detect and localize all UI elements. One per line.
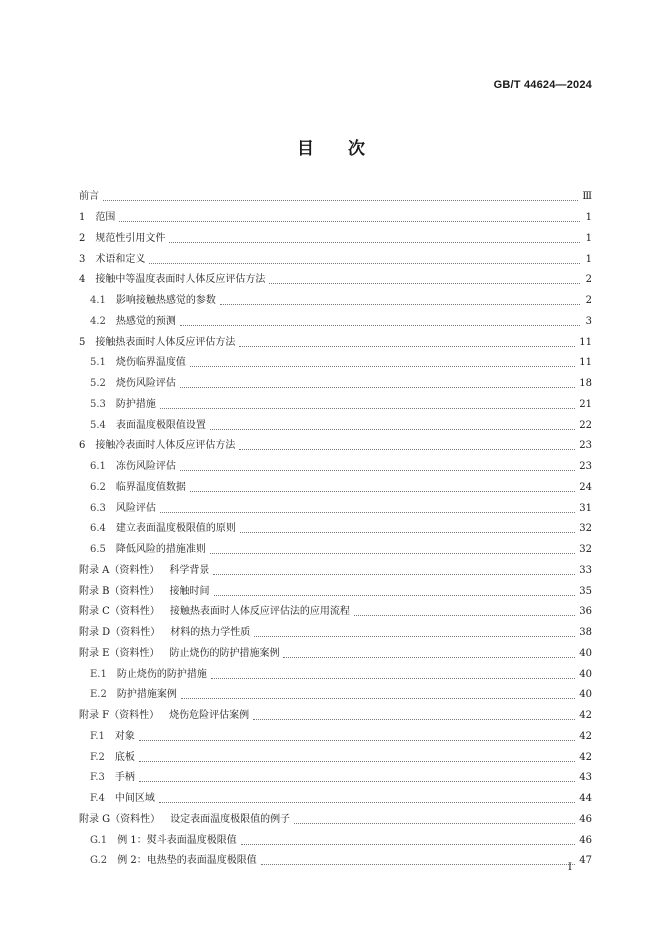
toc-entry[interactable] xyxy=(79,644,592,665)
toc-entry-number: 6.2 xyxy=(90,481,106,493)
toc-dot-leader xyxy=(354,614,575,616)
toc-entry-label: 术语和定义 xyxy=(95,253,146,265)
toc-entry[interactable] xyxy=(79,436,592,457)
toc-entry-label: 防止烧伤的防护措施 xyxy=(116,668,207,680)
toc-entry-number: 6.5 xyxy=(90,544,106,556)
toc-entry[interactable] xyxy=(79,353,592,374)
toc-dot-leader xyxy=(220,303,580,305)
toc-entry-label: 底板 xyxy=(114,751,135,763)
toc-entry-page: 23 xyxy=(579,461,592,473)
toc-dot-leader xyxy=(213,573,575,575)
toc-entry-number: F.2 xyxy=(90,751,105,763)
toc-entry-label: 防护措施 xyxy=(115,398,156,410)
toc-entry-label: 手柄 xyxy=(114,772,135,784)
toc-entry-page: 40 xyxy=(579,689,592,701)
toc-dot-leader xyxy=(269,282,580,284)
toc-entry-number: G.2 xyxy=(90,855,108,867)
toc-entry-label: 表面温度极限值设置 xyxy=(115,419,206,431)
toc-entry[interactable] xyxy=(79,187,592,208)
toc-dot-leader xyxy=(103,199,578,201)
toc-entry-number: E.2 xyxy=(90,689,107,701)
page-title: 目 次 xyxy=(297,139,365,159)
toc-entry-label: 前言 xyxy=(79,191,99,203)
toc-entry-number: E.1 xyxy=(90,668,107,680)
toc-entry-number: 2 xyxy=(79,232,86,244)
toc-dot-leader xyxy=(160,511,575,513)
toc-entry-number: 4.1 xyxy=(90,295,106,307)
standard-number: GB/T 44624—2024 xyxy=(493,79,592,91)
toc-entry[interactable] xyxy=(79,747,592,768)
toc-entry[interactable] xyxy=(79,561,592,582)
toc-dot-leader xyxy=(139,780,575,782)
toc-entry-page: 22 xyxy=(579,419,592,431)
page-number: I xyxy=(568,862,572,873)
toc-entry-label: 科学背景 xyxy=(169,564,210,576)
toc-entry-page: 42 xyxy=(579,730,592,742)
toc-entry-label: 中间区域 xyxy=(114,793,155,805)
toc-entry[interactable] xyxy=(79,478,592,499)
toc-entry-page: 23 xyxy=(579,440,592,452)
toc-entry-page: 35 xyxy=(579,585,592,597)
toc-entry[interactable] xyxy=(79,415,592,436)
toc-entry-label: 例 2：电热垫的表面温度极限值 xyxy=(117,855,257,867)
toc-entry-number: 6.1 xyxy=(90,461,106,473)
toc-entry-number: F.4 xyxy=(90,793,105,805)
toc-entry[interactable] xyxy=(79,374,592,395)
toc-dot-leader xyxy=(169,241,580,243)
toc-dot-leader xyxy=(149,262,580,264)
table-of-contents xyxy=(79,187,592,872)
toc-entry-number: 5.3 xyxy=(90,398,106,410)
toc-dot-leader xyxy=(160,407,575,409)
toc-entry-label: 影响接触热感觉的参数 xyxy=(115,295,216,307)
toc-entry-number: 6.3 xyxy=(90,502,106,514)
toc-dot-leader xyxy=(239,448,575,450)
toc-entry-number: 附录 B（资料性） xyxy=(79,585,160,597)
toc-entry-page: 1 xyxy=(585,212,592,224)
toc-entry-page: 43 xyxy=(579,772,592,784)
toc-entry[interactable] xyxy=(79,540,592,561)
toc-entry[interactable] xyxy=(79,789,592,810)
toc-dot-leader xyxy=(261,863,576,865)
toc-entry-label: 接触中等温度表面时人体反应评估方法 xyxy=(95,274,266,286)
toc-entry-label: 烧伤危险评估案例 xyxy=(169,710,250,722)
toc-entry-page: 18 xyxy=(579,378,592,390)
toc-entry-label: 材料的热力学性质 xyxy=(170,627,251,639)
toc-entry-page: 32 xyxy=(579,523,592,535)
toc-entry-number: 5 xyxy=(79,336,86,348)
toc-dot-leader xyxy=(294,822,575,824)
toc-entry-page: 2 xyxy=(585,295,592,307)
toc-entry-label: 烧伤风险评估 xyxy=(115,378,176,390)
toc-entry-number: 附录 A（资料性） xyxy=(79,564,160,576)
toc-dot-leader xyxy=(253,718,575,720)
toc-entry-label: 建立表面温度极限值的原则 xyxy=(115,523,236,535)
toc-entry[interactable] xyxy=(79,706,592,727)
toc-entry-number: 5.1 xyxy=(90,357,106,369)
toc-entry-number: F.1 xyxy=(90,730,105,742)
toc-entry-page: 11 xyxy=(579,357,592,369)
toc-dot-leader xyxy=(239,345,575,347)
toc-entry-number: G.1 xyxy=(90,834,108,846)
toc-entry-number: 附录 G（资料性） xyxy=(79,813,161,825)
toc-entry-label: 冻伤风险评估 xyxy=(115,461,176,473)
toc-entry-label: 接触热表面时人体反应评估法的应用流程 xyxy=(169,606,350,618)
toc-dot-leader xyxy=(254,635,575,637)
toc-entry[interactable] xyxy=(79,768,592,789)
toc-dot-leader xyxy=(190,365,575,367)
toc-entry-page: 46 xyxy=(579,813,592,825)
toc-entry[interactable] xyxy=(79,312,592,333)
toc-entry-number: 附录 D（资料性） xyxy=(79,627,161,639)
toc-entry-number: 附录 C（资料性） xyxy=(79,606,160,618)
toc-entry-label: 接触冷表面时人体反应评估方法 xyxy=(95,440,236,452)
toc-entry[interactable] xyxy=(79,249,592,270)
toc-entry[interactable] xyxy=(79,498,592,519)
toc-entry-page: 3 xyxy=(585,315,592,327)
toc-dot-leader xyxy=(180,324,580,326)
toc-entry-page: 42 xyxy=(579,710,592,722)
toc-entry-number: 6 xyxy=(79,440,86,452)
toc-entry-number: 1 xyxy=(79,212,86,224)
toc-entry-page: 40 xyxy=(579,668,592,680)
toc-entry-label: 防护措施案例 xyxy=(116,689,177,701)
toc-entry-number: 4.2 xyxy=(90,315,106,327)
toc-entry[interactable] xyxy=(79,851,592,872)
toc-entry-label: 临界温度值数据 xyxy=(115,481,186,493)
toc-entry[interactable] xyxy=(79,602,592,623)
toc-dot-leader xyxy=(240,531,575,533)
toc-entry-page: 36 xyxy=(579,606,592,618)
toc-entry-page: 11 xyxy=(579,336,592,348)
toc-entry-label: 烧伤临界温度值 xyxy=(115,357,186,369)
toc-entry[interactable] xyxy=(79,457,592,478)
toc-entry-page: 2 xyxy=(585,274,592,286)
toc-entry-page: 46 xyxy=(579,834,592,846)
toc-entry-label: 设定表面温度极限值的例子 xyxy=(170,813,291,825)
toc-entry[interactable] xyxy=(79,519,592,540)
toc-entry-label: 对象 xyxy=(114,730,135,742)
toc-entry-page: 1 xyxy=(585,232,592,244)
toc-entry-page: 32 xyxy=(579,544,592,556)
toc-entry-number: 4 xyxy=(79,274,86,286)
toc-dot-leader xyxy=(210,428,575,430)
toc-entry-number: 附录 F（资料性） xyxy=(79,710,160,722)
toc-entry-number: 附录 E（资料性） xyxy=(79,647,160,659)
toc-dot-leader xyxy=(210,552,575,554)
toc-entry-label: 降低风险的措施准则 xyxy=(115,544,206,556)
toc-entry[interactable] xyxy=(79,395,592,416)
toc-entry-page: 33 xyxy=(579,564,592,576)
toc-entry-page: 21 xyxy=(579,398,592,410)
toc-entry-label: 防止烧伤的防护措施案例 xyxy=(169,647,280,659)
toc-entry-page: 24 xyxy=(579,481,592,493)
toc-dot-leader xyxy=(241,843,576,845)
toc-entry[interactable] xyxy=(79,581,592,602)
toc-entry-page: 42 xyxy=(579,751,592,763)
toc-dot-leader xyxy=(211,677,575,679)
toc-dot-leader xyxy=(139,739,575,741)
toc-dot-leader xyxy=(180,469,575,471)
toc-entry[interactable] xyxy=(79,685,592,706)
toc-entry[interactable] xyxy=(79,291,592,312)
toc-entry-number: 6.4 xyxy=(90,523,106,535)
toc-entry-number: 5.4 xyxy=(90,419,106,431)
toc-entry-page: 47 xyxy=(579,855,592,867)
toc-entry-number: F.3 xyxy=(90,772,105,784)
toc-entry[interactable] xyxy=(79,810,592,831)
toc-entry[interactable] xyxy=(79,270,592,291)
toc-entry-label: 例 1：熨斗表面温度极限值 xyxy=(117,834,237,846)
toc-entry-number: 3 xyxy=(79,253,86,265)
toc-entry-label: 规范性引用文件 xyxy=(95,232,166,244)
toc-entry[interactable] xyxy=(79,229,592,250)
toc-entry-label: 范围 xyxy=(95,212,116,224)
toc-entry[interactable] xyxy=(79,830,592,851)
toc-entry-label: 热感觉的预测 xyxy=(115,315,176,327)
toc-entry-page: 38 xyxy=(579,627,592,639)
toc-dot-leader xyxy=(214,594,576,596)
toc-entry-page: 1 xyxy=(585,253,592,265)
toc-dot-leader xyxy=(181,697,575,699)
toc-entry-label: 接触时间 xyxy=(169,585,210,597)
toc-entry-label: 接触热表面时人体反应评估方法 xyxy=(95,336,236,348)
toc-dot-leader xyxy=(190,490,575,492)
toc-entry-page: 44 xyxy=(579,793,592,805)
toc-entry[interactable] xyxy=(79,332,592,353)
toc-entry-page: Ⅲ xyxy=(582,191,592,203)
toc-entry-label: 风险评估 xyxy=(115,502,156,514)
toc-entry-page: 31 xyxy=(579,502,592,514)
toc-entry[interactable] xyxy=(79,727,592,748)
toc-entry[interactable] xyxy=(79,208,592,229)
toc-dot-leader xyxy=(283,656,575,658)
toc-dot-leader xyxy=(180,386,575,388)
toc-dot-leader xyxy=(119,220,580,222)
toc-entry[interactable] xyxy=(79,664,592,685)
toc-entry-number: 5.2 xyxy=(90,378,106,390)
toc-entry-page: 40 xyxy=(579,647,592,659)
toc-entry[interactable] xyxy=(79,623,592,644)
toc-dot-leader xyxy=(159,801,575,803)
toc-dot-leader xyxy=(139,760,575,762)
